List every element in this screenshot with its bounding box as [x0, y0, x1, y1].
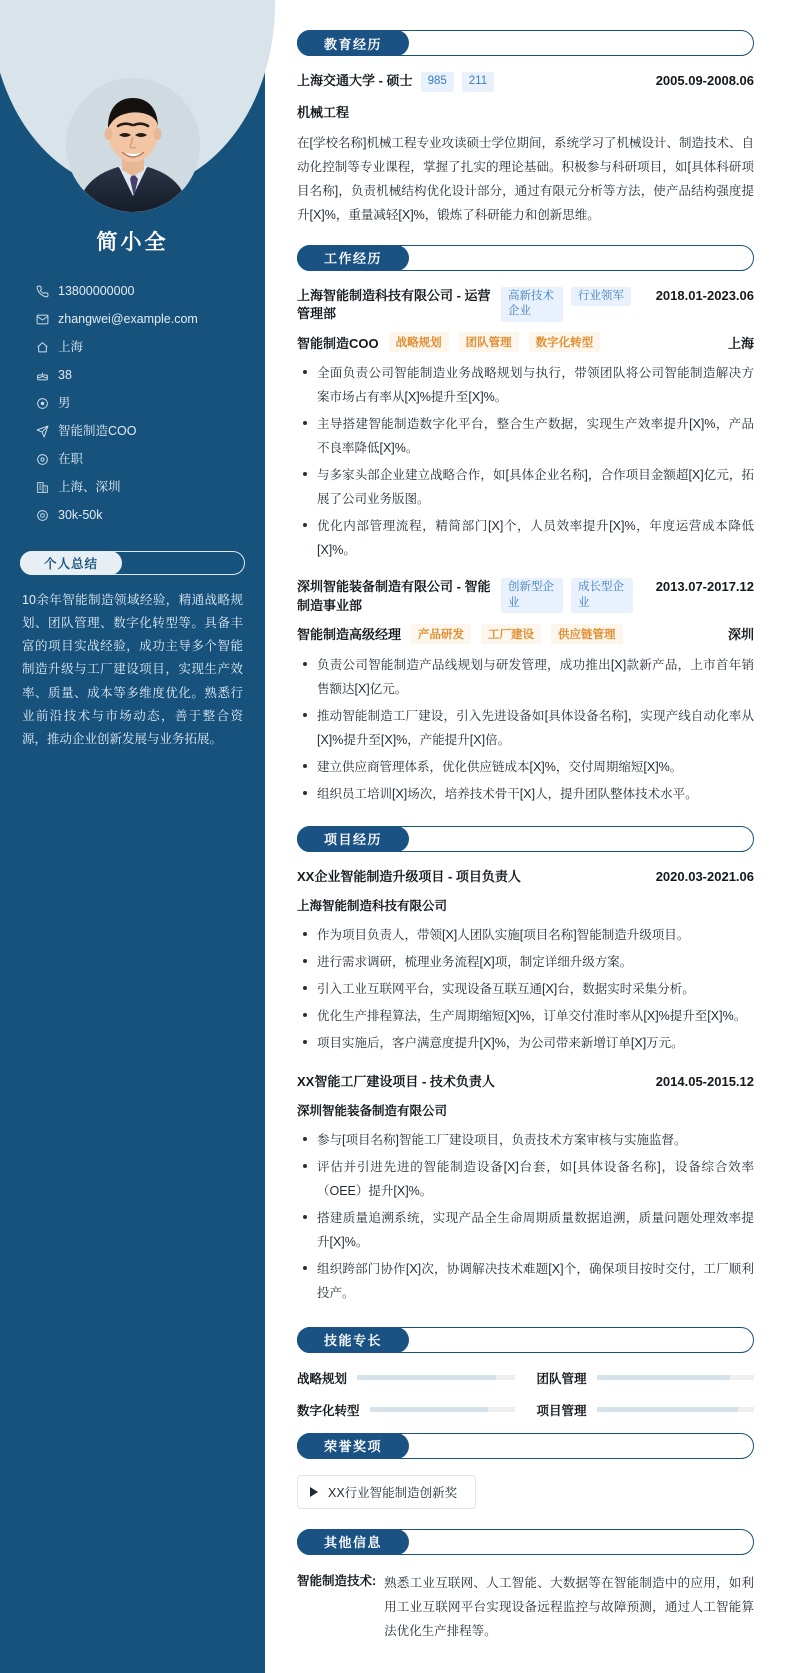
bullet-item: 引入工业互联网平台，实现设备互联互通[X]台，数据实时采集分析。: [297, 977, 754, 1001]
contact-value: 30k-50k: [58, 508, 103, 522]
main-content: [265, 0, 794, 1673]
bullet-item: 项目实施后，客户满意度提升[X]%，为公司带来新增订单[X]万元。: [297, 1031, 754, 1055]
company-tag: 高新技术企业: [501, 287, 563, 322]
skill-item: [537, 1401, 755, 1419]
skill-bar: [597, 1375, 754, 1380]
bullet-item: 推动智能制造工厂建设，引入先进设备如[具体设备名称]，实现产线自动化率从[X]%提升至[X]%，产能提升[X]倍。: [297, 704, 754, 752]
section-other: [297, 1529, 754, 1643]
contact-value: 13800000000: [58, 284, 135, 298]
bullet-item: 与多家头部企业建立战略合作，如[具体企业名称]，合作项目金额超[X]亿元，拓展了公司业务版图。: [297, 463, 754, 511]
skill-label: 数字化转型: [297, 1403, 360, 1418]
bullet-item: 组织员工培训[X]场次，培养技术骨干[X]人，提升团队整体技术水平。: [297, 782, 754, 806]
project-name: XX智能工厂建设项目 - 技术负责人: [297, 1073, 495, 1089]
project-name: XX企业智能制造升级项目 - 项目负责人: [297, 868, 521, 884]
profile-name: 简小全: [96, 231, 169, 254]
project-entry: [297, 1073, 754, 1305]
work-entry: [297, 578, 754, 806]
skill-tag: 产品研发: [411, 624, 471, 644]
section-header-skills: [297, 1327, 754, 1353]
work-location: 深圳: [727, 627, 754, 643]
skill-bar-fill: [357, 1375, 496, 1380]
project-date: 2014.05-2015.12: [655, 1073, 754, 1089]
skill-tag: 战略规划: [389, 332, 449, 352]
project-bullets: [297, 923, 754, 1055]
section-title: 教育经历: [297, 30, 409, 56]
contact-item-cities: [36, 480, 265, 495]
work-date: 2013.07-2017.12: [655, 579, 754, 595]
section-title: 技能专长: [297, 1327, 409, 1353]
company-tag: 成长型企业: [571, 578, 633, 613]
salary-icon: [36, 509, 58, 522]
contact-value: 智能制造COO: [58, 424, 137, 438]
section-header-project: [297, 826, 754, 852]
avatar: [66, 78, 200, 212]
work-date: 2018.01-2023.06: [655, 287, 754, 303]
job-title: 智能制造COO: [297, 335, 379, 351]
sidebar-header: [0, 0, 265, 300]
summary-text: 10余年智能制造领域经验，精通战略规划、团队管理、数字化转型等。具备丰富的项目实战经验，成功主导多个智能制造升级与工厂建设项目，实现生产效率、质量、成本等多维度优化。熟悉行业前沿技术与市场动态，善于整合资源，推动企业创新发展与业务拓展。: [22, 593, 243, 746]
section-title: 项目经历: [297, 826, 409, 852]
gender-icon: [36, 397, 58, 410]
section-honors: [297, 1433, 754, 1525]
section-title: 工作经历: [297, 245, 409, 271]
company-tag: 创新型企业: [501, 578, 563, 613]
other-item: [297, 1571, 754, 1643]
education-date: 2005.09-2008.06: [655, 73, 754, 88]
mail-icon: [36, 313, 58, 326]
contact-item-home: [36, 340, 265, 355]
project-company: 上海智能制造科技有限公司: [297, 898, 448, 913]
cake-icon: [36, 369, 58, 382]
summary-title: 个人总结: [20, 551, 122, 575]
school-name: 上海交通大学 - 硕士: [297, 73, 413, 88]
contact-value: 上海: [58, 340, 84, 354]
skill-bar-fill: [370, 1407, 489, 1412]
contact-item-status: [36, 452, 265, 467]
honor-item[interactable]: [297, 1475, 476, 1509]
bullet-item: 负责公司智能制造产品线规划与研发管理，成功推出[X]款新产品，上市首年销售额达[X]亿元。: [297, 653, 754, 701]
section-header-honors: [297, 1433, 754, 1459]
bullet-item: 评估并引进先进的智能制造设备[X]台套，如[具体设备名称]，设备综合效率（OEE）提升[X]%。: [297, 1155, 754, 1203]
education-row: [297, 72, 754, 92]
project-entry: [297, 868, 754, 1055]
skills-grid: [297, 1369, 754, 1419]
home-icon: [36, 341, 58, 354]
bullet-item: 参与[项目名称]智能工厂建设项目，负责技术方案审核与实施监督。: [297, 1128, 754, 1152]
company-name: 上海智能制造科技有限公司 - 运营管理部: [297, 287, 491, 322]
work-bullets: [297, 653, 754, 806]
summary-card: [20, 551, 245, 751]
bullet-item: 建立供应商管理体系，优化供应链成本[X]%，交付周期缩短[X]%。: [297, 755, 754, 779]
school-tag: 211: [462, 72, 494, 92]
company-tag: 行业领军: [571, 287, 631, 307]
section-project: [297, 826, 754, 1305]
paper-plane-icon: [36, 425, 58, 438]
sidebar: [0, 0, 265, 1673]
work-location: 上海: [727, 335, 754, 351]
bullet-item: 优化生产排程算法，生产周期缩短[X]%，订单交付准时率从[X]%提升至[X]%。: [297, 1004, 754, 1028]
status-icon: [36, 453, 58, 466]
education-entry: [297, 72, 754, 227]
city-icon: [36, 481, 58, 494]
company-name: 深圳智能装备制造有限公司 - 智能制造事业部: [297, 579, 491, 614]
skill-item: [297, 1369, 515, 1387]
section-title: 其他信息: [297, 1529, 409, 1555]
section-skills: [297, 1327, 754, 1419]
skill-bar: [597, 1407, 754, 1412]
skill-bar-fill: [597, 1407, 739, 1412]
section-header-education: [297, 30, 754, 56]
skill-tag: 供应链管理: [551, 624, 623, 644]
skill-bar-fill: [597, 1375, 731, 1380]
contact-item-gender: [36, 396, 265, 411]
contact-item-salary: [36, 508, 265, 523]
summary-header: [20, 551, 245, 575]
contact-item-age: [36, 368, 265, 383]
bullet-item: 搭建质量追溯系统，实现产品全生命周期质量数据追溯，质量问题处理效率提升[X]%。: [297, 1206, 754, 1254]
section-education: [297, 30, 754, 227]
job-title: 智能制造高级经理: [297, 627, 402, 643]
bullet-item: 进行需求调研，梳理业务流程[X]项，制定详细升级方案。: [297, 950, 754, 974]
contact-value: 男: [58, 396, 71, 410]
honor-label: XX行业智能制造创新奖: [328, 1485, 458, 1500]
skill-tag: 工厂建设: [481, 624, 541, 644]
skill-label: 战略规划: [297, 1371, 348, 1386]
contact-value: 38: [58, 368, 72, 382]
contact-list: [0, 284, 265, 523]
skill-item: [537, 1369, 755, 1387]
education-major: 机械工程: [297, 104, 350, 120]
skill-bar: [357, 1375, 514, 1380]
work-bullets: [297, 361, 754, 562]
contact-value: 上海、深圳: [58, 480, 121, 494]
section-title: 荣誉奖项: [297, 1433, 409, 1459]
contact-value: 在职: [58, 452, 84, 466]
bullet-item: 组织跨部门协作[X]次，协调解决技术难题[X]个，确保项目按时交付，工厂顺利投产。: [297, 1257, 754, 1305]
bullet-item: 主导搭建智能制造数字化平台，整合生产数据，实现生产效率提升[X]%，产品不良率降低[X]%。: [297, 412, 754, 460]
project-date: 2020.03-2021.06: [655, 868, 754, 884]
skill-label: 团队管理: [536, 1371, 587, 1386]
other-label: 智能制造技术:: [297, 1573, 377, 1588]
bullet-item: 作为项目负责人，带领[X]人团队实施[项目名称]智能制造升级项目。: [297, 923, 754, 947]
triangle-right-icon: [310, 1487, 318, 1497]
other-value: 熟悉工业互联网、人工智能、大数据等在智能制造中的应用，如利用工业互联网平台实现设备远程监控与故障预测，通过人工智能算法优化生产排程等。: [384, 1575, 754, 1638]
skill-tag: 团队管理: [459, 332, 519, 352]
section-work: [297, 245, 754, 806]
work-entry: [297, 287, 754, 563]
skill-item: [297, 1401, 515, 1419]
contact-item-email: [36, 312, 265, 327]
skill-tag: 数字化转型: [529, 332, 601, 352]
education-description: 在[学校名称]机械工程专业攻读硕士学位期间，系统学习了机械设计、制造技术、自动化控制等专业课程，掌握了扎实的理论基础。积极参与科研项目，如[具体科研项目名称]，负责机械结构优化设计部分，通过有限元分析等方法，使产品结构强度提升[X]%，重量减轻[X]%，锻炼了科研能力和创新思维。: [297, 135, 754, 222]
contact-value: zhangwei@example.com: [58, 312, 198, 326]
avatar-portrait-icon: [66, 78, 200, 212]
school-tag: 985: [421, 72, 454, 92]
section-header-work: [297, 245, 754, 271]
bullet-item: 全面负责公司智能制造业务战略规划与执行，带领团队将公司智能制造解决方案市场占有率从[X]%提升至[X]%。: [297, 361, 754, 409]
bullet-item: 优化内部管理流程，精简部门[X]个，人员效率提升[X]%，年度运营成本降低[X]%。: [297, 514, 754, 562]
skill-label: 项目管理: [536, 1403, 587, 1418]
project-bullets: [297, 1128, 754, 1305]
skill-bar: [370, 1407, 515, 1412]
project-company: 深圳智能装备制造有限公司: [297, 1103, 448, 1118]
contact-item-position: [36, 424, 265, 439]
section-header-other: [297, 1529, 754, 1555]
